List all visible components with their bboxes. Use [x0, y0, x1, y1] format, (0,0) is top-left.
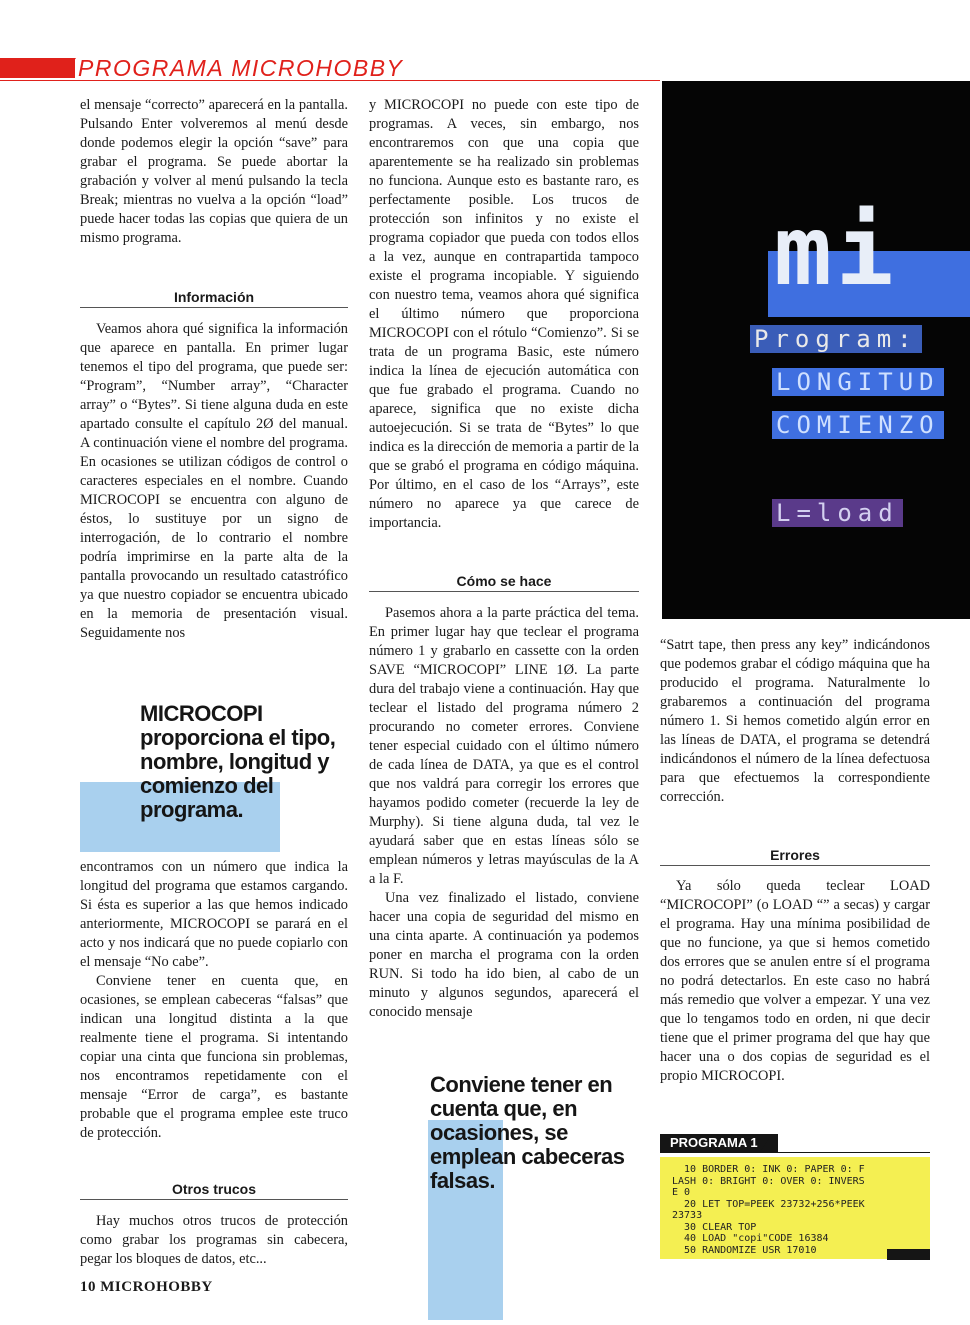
screen-line-longitud: LONGITUD	[772, 368, 944, 396]
column-1-middle	[80, 320, 348, 643]
screen-line-comienzo: COMIENZO	[772, 411, 944, 439]
paragraph: Veamos ahora qué significa la información que aparece en pantalla. En primer lugar tenemos el tipo del programa, que puede ser: “Program”, “Number array”, “Character array” o “Bytes”. Si tiene alguna duda en este apartado consulte el capítulo 2Ø del manual. A continuación viene el nombre del programa. En ocasiones se utilizan códigos de control o caracteres especiales en el nombre. Cuando MICROCOPI se encuentra con alguno de éstos, lo sustituye por un signo de interrogación, de lo contrario el nombre podría imprimirse en la parte alta de la pantalla provocando un resultado catastrófico ya que nuestro copiador se encuentra ubicado en la memoria de presentación visual. Seguidamente nos	[80, 321, 348, 641]
column-1-lower	[80, 858, 348, 1143]
spectrum-screen-photo	[662, 81, 970, 619]
screen-logo-text: mi	[774, 195, 898, 307]
heading-otros-trucos: Otros trucos	[80, 1181, 348, 1200]
screen-line-load: L=load	[772, 499, 903, 527]
paragraph: y MICROCOPI no puede con este tipo de programas. A veces, sin embargo, nos encontraremos con que una copia que aparentemente se ha realizado sin problemas no funciona. Aunque esto es bastante raro, es perfectamente posible. Los trucos de protección son infinitos y no existe el programa copiador que pueda con todos ellos a la vez, aunque en contrapartida tampoco existe el programa incopiable. Y siguiendo con nuestro tema, veamos ahora qué significa el último número que proporciona MICROCOPI con el rótulo “Comienzo”. Si se trata de un programa Basic, este número indica la línea de ejecución automática con que fue grabado el programa. Cuando no aparece, significa que no existe dicha autoejecución. Si se trata de “Bytes” lo que indica es la dirección de memoria a partir de la que se grabó el programa en código máquina. Por último, en el caso de los “Arrays”, este número no aparece ya que carece de importancia.	[369, 97, 639, 531]
paragraph: el mensaje “correcto” aparecerá en la pantalla. Pulsando Enter volveremos al menú desde donde podemos elegir la opción “save” para grabar el programa. Se puede abortar la grabación y volver al menú pulsando la tecla Break; mientras no vuelva a la opción “load” puede hacer todas las copias que quiera de un mismo programa.	[80, 97, 348, 246]
paragraph: Una vez finalizado el listado, conviene hacer una copia de seguridad del mismo en una cinta aparte. A continuación ya podemos poner en marcha el programa con la orden RUN. Si todo ha ido bien, al cabo de un minuto y algunos segundos, aparecerá el conocido mensaje	[369, 890, 639, 1020]
paragraph: encontramos con un número que indica la longitud del programa que estamos cargando. Si ésta es superior a las que hemos indicado anteriormente, MICROCOPI se parará en el acto y nos indicará que no puede copiarlo con el mensaje “No cabe”.	[80, 859, 348, 970]
listing-label: PROGRAMA 1	[660, 1134, 778, 1152]
listing-cursor-block	[887, 1249, 930, 1260]
column-3-top	[660, 636, 930, 807]
pullquote-microcopi: MICROCOPI proporciona el tipo, nombre, longitud y comienzo del programa.	[140, 701, 336, 822]
paragraph: Pasemos ahora a la parte práctica del tema. En primer lugar hay que teclear el programa número 1 y grabarlo en cassette con la orden SAVE “MICROCOPI” LINE 1Ø. La parte dura del trabajo viene a continuación. Hay que teclear el listado del programa número 2 procurando no cometer errores. Conviene tener especial cuidado con el último número de cada línea de DATA, ya que es el control que nos valdrá para corregir los errores que hayamos podido cometer (recuerde la ley de Murphy). Si tiene alguna duda, tal vez le ayudará saber que en estas líneas sólo se emplean números y letras mayúsculas de la A a la F.	[369, 605, 639, 887]
heading-informacion: Información	[80, 289, 348, 308]
column-2-top	[369, 96, 639, 533]
column-2-bottom	[369, 604, 639, 1022]
header-accent-slant	[62, 58, 76, 78]
paragraph: “Satrt tape, then press any key” indicándonos que podemos grabar el código máquina que ha producido el programa. Naturalmente lo grabaremos a continuación del programa número 1. Si hemos cometido algún error en las líneas de DATA, el programa se detendrá indicándonos el número de la línea defectuosa para que efectuemos la correspondiente corrección.	[660, 637, 930, 805]
listing-rule	[660, 1152, 930, 1153]
header-rule	[0, 80, 660, 81]
column-1-top	[80, 96, 348, 248]
heading-errores: Errores	[660, 847, 930, 866]
pullquote-cabeceras: Conviene tener en cuenta que, en ocasiones, se emplean cabeceras falsas.	[430, 1072, 625, 1193]
column-3-bottom	[660, 877, 930, 1086]
page-footer: 10 MICROHOBBY	[80, 1279, 213, 1295]
section-title: PROGRAMA MICROHOBBY	[78, 55, 404, 81]
paragraph: Ya sólo queda teclear LOAD “MICROCOPI” (o LOAD “” a secas) y cargar el programa. Hay una mínima posibilidad de que no funcione, ya que si hemos cometido dos errores que se anulen entre sí el programa no podrá detectarlos. En este caso no habrá más remedio que volver a empezar. Y una vez que lo tengamos todo en orden, ni que decir tiene que el primer programa del que hay que hacer una o dos copias de seguridad es el propio MICROCOPI.	[660, 878, 930, 1084]
program-listing: 10 BORDER 0: INK 0: PAPER 0: F LASH 0: BRIGHT 0: OVER 0: INVERS E 0 20 LET TOP=PEEK 23732+256*PEEK 23733 30 CLEAR TOP 40 LOAD "copi"CODE 16384 50 RANDOMIZE USR 17010	[660, 1157, 930, 1259]
heading-como-se-hace: Cómo se hace	[369, 573, 639, 592]
column-1-bottom	[80, 1212, 348, 1269]
paragraph: Conviene tener en cuenta que, en ocasiones, se emplean cabeceras “falsas” que indican una longitud distinta a la que realmente tiene el programa. Si intentando copiar una cinta que funciona sin problemas, nos encontramos repetidamente con el mensaje “Error de carga”, es bastante probable que el programa emplee este truco de protección.	[80, 973, 348, 1141]
paragraph: Hay muchos otros trucos de protección como grabar los programas sin cabecera, pegar los bloques de datos, etc...	[80, 1213, 348, 1267]
screen-line-program: Program:	[750, 325, 922, 353]
listing-label-slant	[760, 1134, 772, 1152]
